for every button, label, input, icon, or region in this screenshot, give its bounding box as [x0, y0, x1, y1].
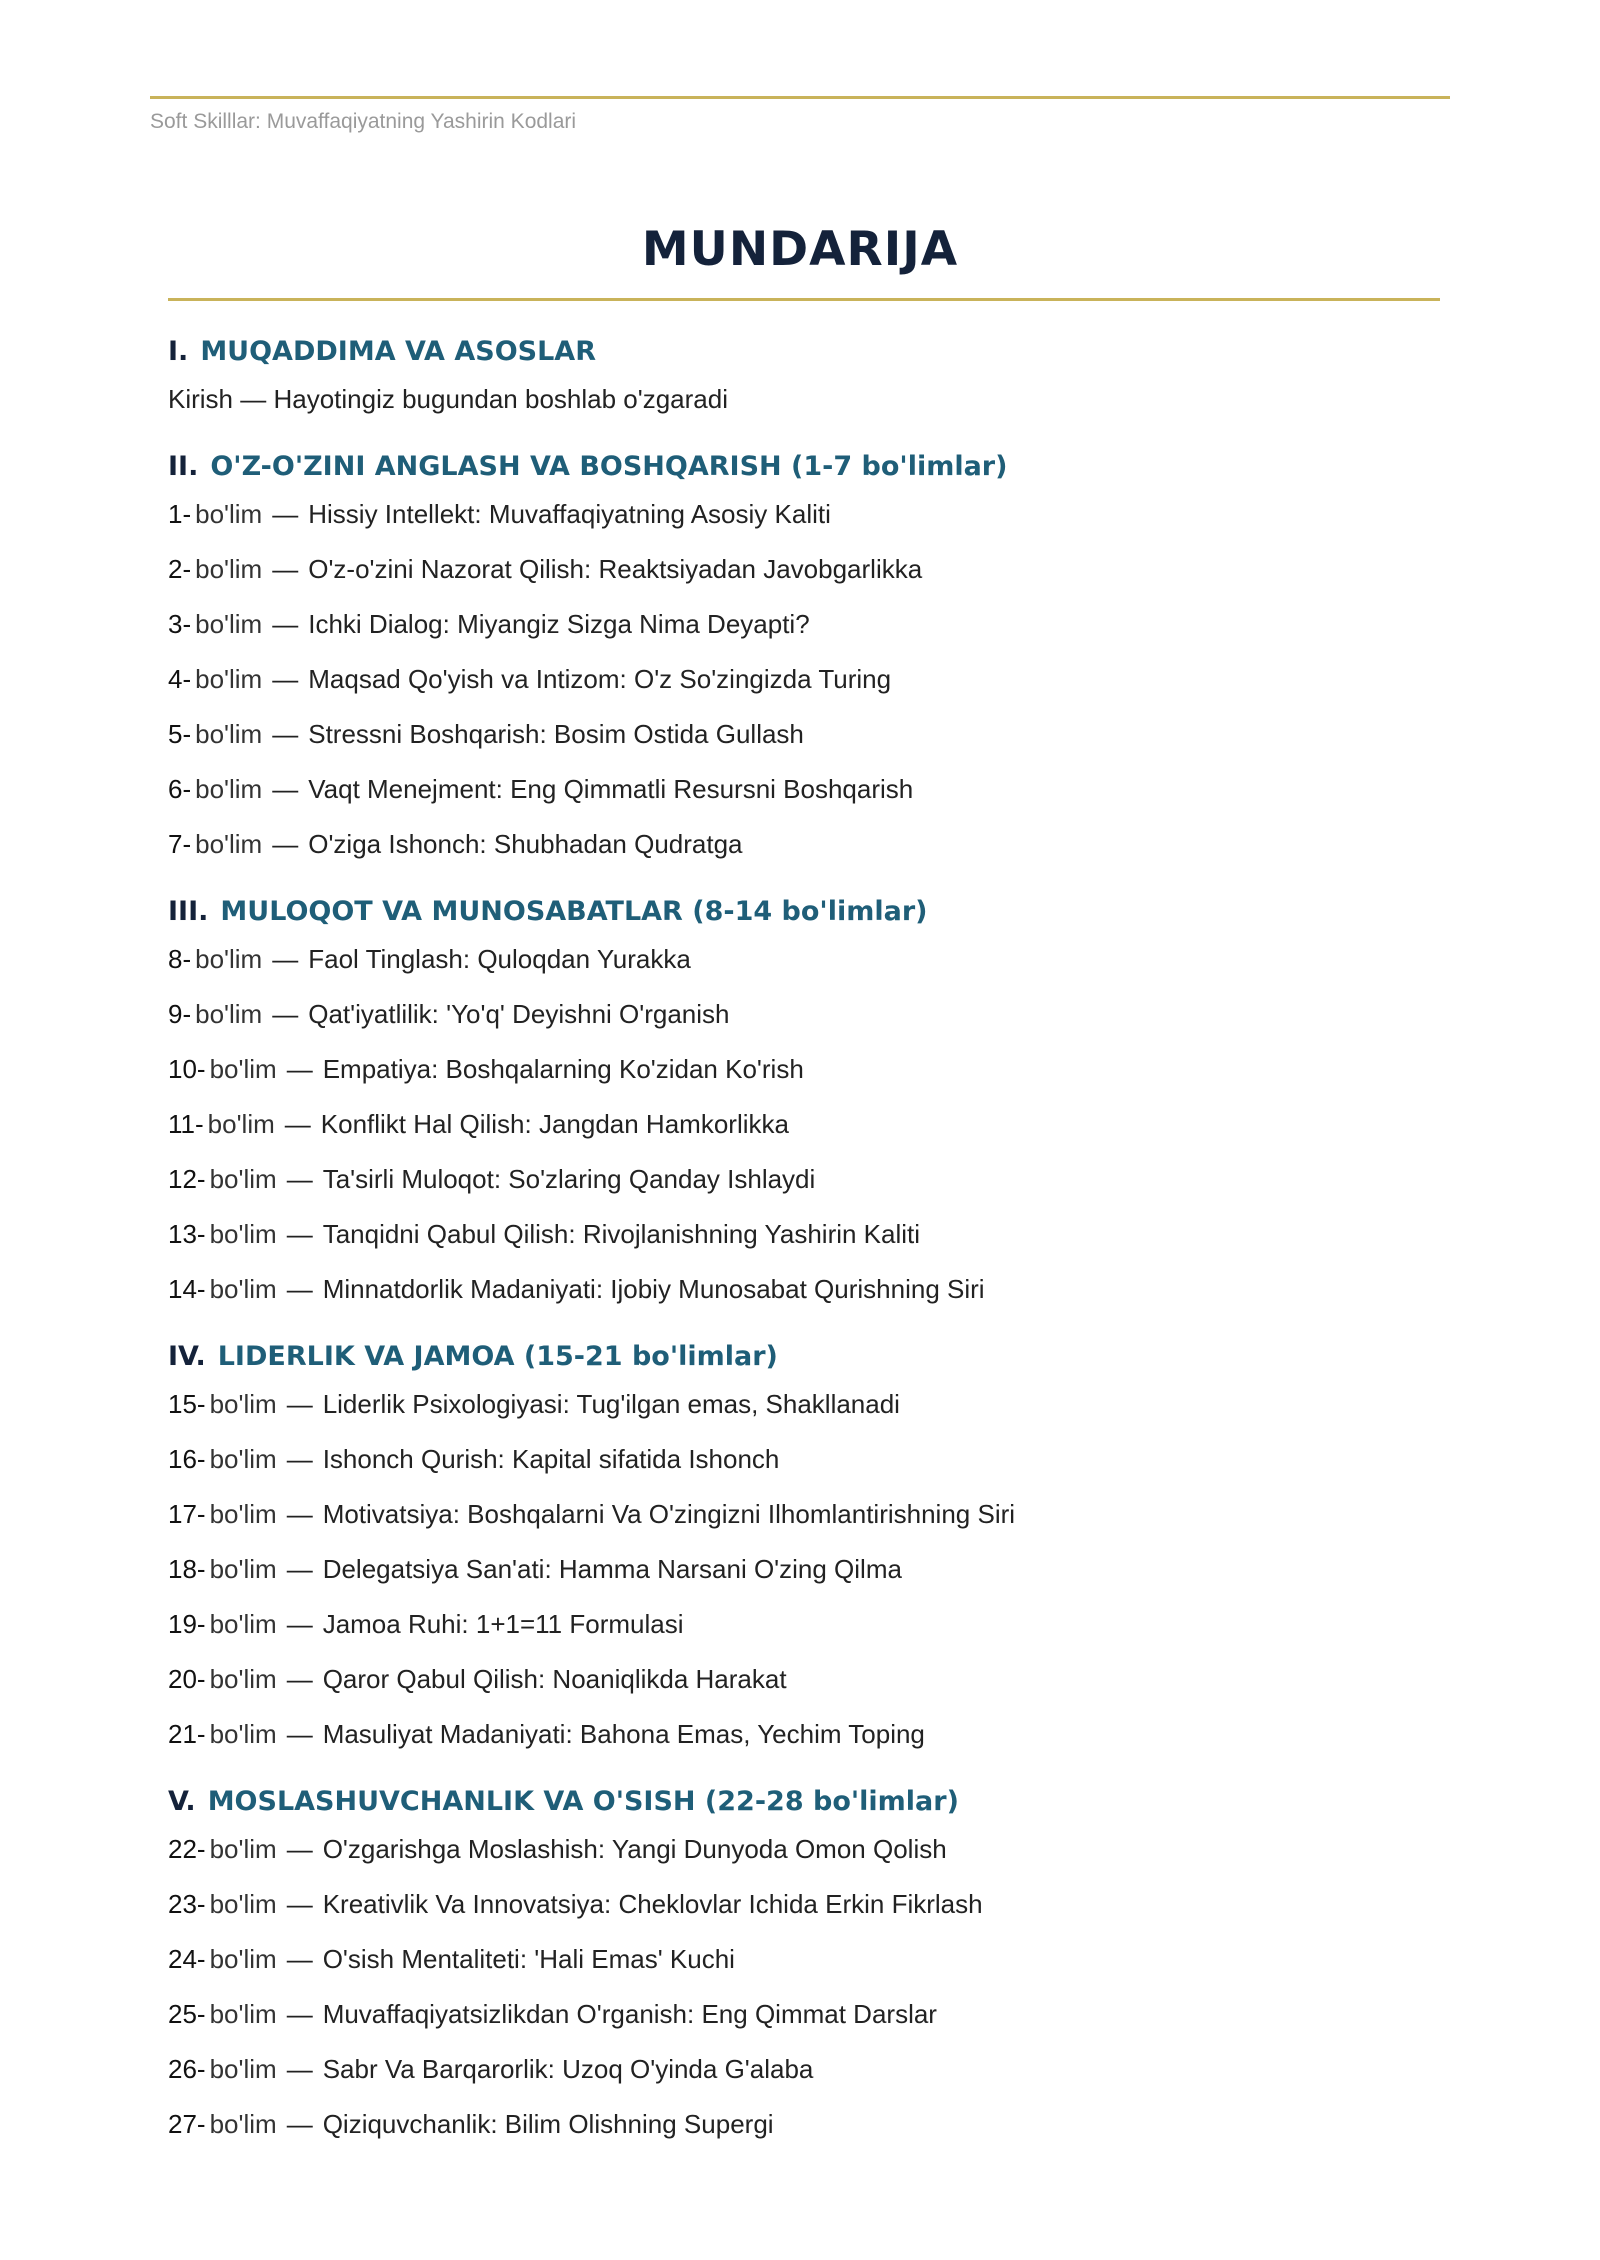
- chapter-title: Motivatsiya: Boshqalarni Va O'zingizni Ilhomlantirishning Siri: [322, 1499, 1016, 1529]
- chapter-unit: bo'lim: [209, 1054, 277, 1084]
- chapter-title: Stressni Boshqarish: Bosim Ostida Gullash: [308, 719, 804, 749]
- toc-section: [168, 892, 1418, 1317]
- section-title: MUQADDIMA VA ASOSLAR: [200, 336, 596, 367]
- chapter-title: Ichki Dialog: Miyangiz Sizga Nima Deyapti?: [308, 609, 810, 639]
- section-number: III.: [168, 896, 209, 927]
- chapter-unit: bo'lim: [195, 774, 263, 804]
- chapter-title: Tanqidni Qabul Qilish: Rivojlanishning Yashirin Kaliti: [322, 1219, 921, 1249]
- toc-entry[interactable]: [168, 1707, 1418, 1762]
- chapter-number: 4-: [168, 664, 192, 694]
- chapter-unit: bo'lim: [209, 2109, 277, 2139]
- toc-section: [168, 447, 1418, 872]
- toc-entry[interactable]: [168, 1487, 1418, 1542]
- chapter-unit: bo'lim: [195, 664, 263, 694]
- separator-dash: —: [286, 2109, 313, 2139]
- chapter-title: Muvaffaqiyatsizlikdan O'rganish: Eng Qimmat Darslar: [322, 1999, 937, 2029]
- chapter-title: Maqsad Qo'yish va Intizom: O'z So'zingizda Turing: [308, 664, 892, 694]
- toc-entry[interactable]: [168, 1822, 1418, 1877]
- separator-dash: —: [272, 774, 299, 804]
- toc-entry[interactable]: [168, 1262, 1418, 1317]
- toc-entry[interactable]: [168, 987, 1418, 1042]
- chapter-title: O'z-o'zini Nazorat Qilish: Reaktsiyadan Javobgarlikka: [308, 554, 923, 584]
- chapter-number: 7-: [168, 829, 192, 859]
- chapter-title: O'ziga Ishonch: Shubhadan Qudratga: [308, 829, 743, 859]
- section-heading: [168, 1337, 1418, 1377]
- chapter-unit: bo'lim: [209, 1664, 277, 1694]
- chapter-unit: bo'lim: [195, 829, 263, 859]
- toc-entry[interactable]: [168, 817, 1418, 872]
- section-heading: [168, 332, 1418, 372]
- separator-dash: —: [272, 719, 299, 749]
- separator-dash: —: [286, 1164, 313, 1194]
- chapter-number: 14-: [168, 1274, 206, 1304]
- toc-entry[interactable]: [168, 1377, 1418, 1432]
- chapter-title: Qiziquvchanlik: Bilim Olishning Supergi: [322, 2109, 774, 2139]
- separator-dash: —: [286, 1944, 313, 1974]
- separator-dash: —: [286, 1834, 313, 1864]
- chapter-title: Hissiy Intellekt: Muvaffaqiyatning Asosiy Kaliti: [308, 499, 831, 529]
- header-rule: [150, 96, 1450, 99]
- chapter-number: 24-: [168, 1944, 206, 1974]
- separator-dash: —: [286, 1389, 313, 1419]
- separator-dash: —: [286, 1054, 313, 1084]
- chapter-title: Vaqt Menejment: Eng Qimmatli Resursni Boshqarish: [308, 774, 914, 804]
- toc-entry[interactable]: [168, 372, 1418, 427]
- chapter-unit: bo'lim: [195, 999, 263, 1029]
- chapter-unit: bo'lim: [209, 2054, 277, 2084]
- separator-dash: —: [284, 1109, 311, 1139]
- toc-entry[interactable]: [168, 487, 1418, 542]
- chapter-unit: bo'lim: [209, 1444, 277, 1474]
- toc-entry[interactable]: [168, 1042, 1418, 1097]
- chapter-title: Konflikt Hal Qilish: Jangdan Hamkorlikka: [320, 1109, 789, 1139]
- chapter-unit: bo'lim: [195, 719, 263, 749]
- toc-entry[interactable]: [168, 1597, 1418, 1652]
- toc-entry[interactable]: [168, 1877, 1418, 1932]
- separator-dash: —: [286, 1444, 313, 1474]
- chapter-title: Masuliyat Madaniyati: Bahona Emas, Yechim Toping: [322, 1719, 925, 1749]
- chapter-title: Empatiya: Boshqalarning Ko'zidan Ko'rish: [322, 1054, 804, 1084]
- chapter-number: 17-: [168, 1499, 206, 1529]
- chapter-unit: bo'lim: [209, 1164, 277, 1194]
- chapter-title: O'sish Mentaliteti: 'Hali Emas' Kuchi: [322, 1944, 735, 1974]
- separator-dash: —: [286, 1719, 313, 1749]
- toc-entry[interactable]: [168, 1542, 1418, 1597]
- toc-entry[interactable]: [168, 1652, 1418, 1707]
- chapter-title: Sabr Va Barqarorlik: Uzoq O'yinda G'alaba: [322, 2054, 814, 2084]
- page-title: MUNDARIJA: [641, 222, 959, 277]
- toc-section: [168, 1782, 1418, 2152]
- chapter-number: 2-: [168, 554, 192, 584]
- separator-dash: —: [286, 1999, 313, 2029]
- toc-entry[interactable]: [168, 2097, 1418, 2152]
- separator-dash: —: [272, 554, 299, 584]
- chapter-number: 11-: [168, 1109, 204, 1139]
- separator-dash: —: [286, 1609, 313, 1639]
- section-heading: [168, 447, 1418, 487]
- chapter-number: 13-: [168, 1219, 206, 1249]
- section-title: O'Z-O'ZINI ANGLASH VA BOSHQARISH (1-7 bo'limlar): [210, 451, 1008, 482]
- chapter-number: 6-: [168, 774, 192, 804]
- toc-entry[interactable]: [168, 1432, 1418, 1487]
- chapter-number: 5-: [168, 719, 192, 749]
- chapter-number: 25-: [168, 1999, 206, 2029]
- chapter-unit: bo'lim: [195, 609, 263, 639]
- toc-section: [168, 332, 1418, 427]
- chapter-title: Qaror Qabul Qilish: Noaniqlikda Harakat: [322, 1664, 787, 1694]
- separator-dash: —: [286, 1554, 313, 1584]
- chapter-title: Liderlik Psixologiyasi: Tug'ilgan emas, Shakllanadi: [322, 1389, 900, 1419]
- section-number: II.: [168, 451, 199, 482]
- separator-dash: —: [272, 609, 299, 639]
- chapter-unit: bo'lim: [209, 1274, 277, 1304]
- chapter-title: Ishonch Qurish: Kapital sifatida Ishonch: [322, 1444, 780, 1474]
- chapter-unit: bo'lim: [209, 1999, 277, 2029]
- chapter-unit: bo'lim: [207, 1109, 275, 1139]
- chapter-unit: bo'lim: [209, 1389, 277, 1419]
- chapter-number: 15-: [168, 1389, 206, 1419]
- chapter-unit: bo'lim: [209, 1834, 277, 1864]
- chapter-number: 10-: [168, 1054, 206, 1084]
- toc-entry[interactable]: [168, 1207, 1418, 1262]
- section-number: I.: [168, 336, 189, 367]
- chapter-title: Kreativlik Va Innovatsiya: Cheklovlar Ichida Erkin Fikrlash: [322, 1889, 983, 1919]
- section-number: V.: [168, 1786, 196, 1817]
- chapter-number: 27-: [168, 2109, 206, 2139]
- section-title: MOSLASHUVCHANLIK VA O'SISH (22-28 bo'limlar): [207, 1786, 959, 1817]
- chapter-unit: bo'lim: [209, 1944, 277, 1974]
- toc-section: [168, 1337, 1418, 1762]
- chapter-number: 8-: [168, 944, 192, 974]
- chapter-title: Faol Tinglash: Quloqdan Yurakka: [308, 944, 691, 974]
- toc-entry[interactable]: [168, 597, 1418, 652]
- separator-dash: —: [286, 1889, 313, 1919]
- toc-entry[interactable]: [168, 2042, 1418, 2097]
- chapter-title: Ta'sirli Muloqot: So'zlaring Qanday Ishlaydi: [322, 1164, 816, 1194]
- separator-dash: —: [272, 999, 299, 1029]
- chapter-number: 23-: [168, 1889, 206, 1919]
- toc-entry[interactable]: [168, 1152, 1418, 1207]
- chapter-number: 19-: [168, 1609, 206, 1639]
- toc-entry[interactable]: [168, 542, 1418, 597]
- chapter-title: Minnatdorlik Madaniyati: Ijobiy Munosabat Qurishning Siri: [322, 1274, 985, 1304]
- toc-entry[interactable]: [168, 1097, 1418, 1152]
- separator-dash: —: [286, 1664, 313, 1694]
- toc-entry[interactable]: [168, 1932, 1418, 1987]
- chapter-title: Jamoa Ruhi: 1+1=11 Formulasi: [322, 1609, 684, 1639]
- toc-entry[interactable]: [168, 707, 1418, 762]
- chapter-unit: bo'lim: [209, 1609, 277, 1639]
- toc-entry[interactable]: [168, 762, 1418, 817]
- chapter-unit: bo'lim: [209, 1719, 277, 1749]
- chapter-number: 3-: [168, 609, 192, 639]
- title-rule: [168, 298, 1440, 301]
- toc-entry[interactable]: [168, 652, 1418, 707]
- chapter-title: Qat'iyatlilik: 'Yo'q' Deyishni O'rganish: [308, 999, 730, 1029]
- section-title: LIDERLIK VA JAMOA (15-21 bo'limlar): [217, 1341, 778, 1372]
- chapter-unit: bo'lim: [209, 1554, 277, 1584]
- separator-dash: —: [286, 1219, 313, 1249]
- section-heading: [168, 892, 1418, 932]
- chapter-number: 16-: [168, 1444, 206, 1474]
- separator-dash: —: [272, 499, 299, 529]
- separator-dash: —: [286, 2054, 313, 2084]
- chapter-unit: bo'lim: [209, 1499, 277, 1529]
- chapter-number: 21-: [168, 1719, 206, 1749]
- chapter-number: 18-: [168, 1554, 206, 1584]
- chapter-unit: bo'lim: [195, 554, 263, 584]
- chapter-number: 20-: [168, 1664, 206, 1694]
- chapter-unit: bo'lim: [195, 944, 263, 974]
- separator-dash: —: [272, 944, 299, 974]
- chapter-title: Kirish — Hayotingiz bugundan boshlab o'zgaradi: [168, 384, 728, 414]
- chapter-number: 26-: [168, 2054, 206, 2084]
- section-number: IV.: [168, 1341, 206, 1372]
- chapter-number: 12-: [168, 1164, 206, 1194]
- separator-dash: —: [286, 1499, 313, 1529]
- section-title: MULOQOT VA MUNOSABATLAR (8-14 bo'limlar): [220, 896, 928, 927]
- separator-dash: —: [272, 829, 299, 859]
- chapter-unit: bo'lim: [209, 1219, 277, 1249]
- chapter-number: 1-: [168, 499, 192, 529]
- running-header: Soft Skilllar: Muvaffaqiyatning Yashirin Kodlari: [150, 110, 577, 133]
- separator-dash: —: [286, 1274, 313, 1304]
- toc-entry[interactable]: [168, 932, 1418, 987]
- table-of-contents: [168, 332, 1418, 2172]
- separator-dash: —: [272, 664, 299, 694]
- chapter-number: 9-: [168, 999, 192, 1029]
- chapter-unit: bo'lim: [195, 499, 263, 529]
- chapter-title: Delegatsiya San'ati: Hamma Narsani O'zing Qilma: [322, 1554, 902, 1584]
- section-heading: [168, 1782, 1418, 1822]
- chapter-unit: bo'lim: [209, 1889, 277, 1919]
- toc-entry[interactable]: [168, 1987, 1418, 2042]
- chapter-title: O'zgarishga Moslashish: Yangi Dunyoda Omon Qolish: [322, 1834, 947, 1864]
- chapter-number: 22-: [168, 1834, 206, 1864]
